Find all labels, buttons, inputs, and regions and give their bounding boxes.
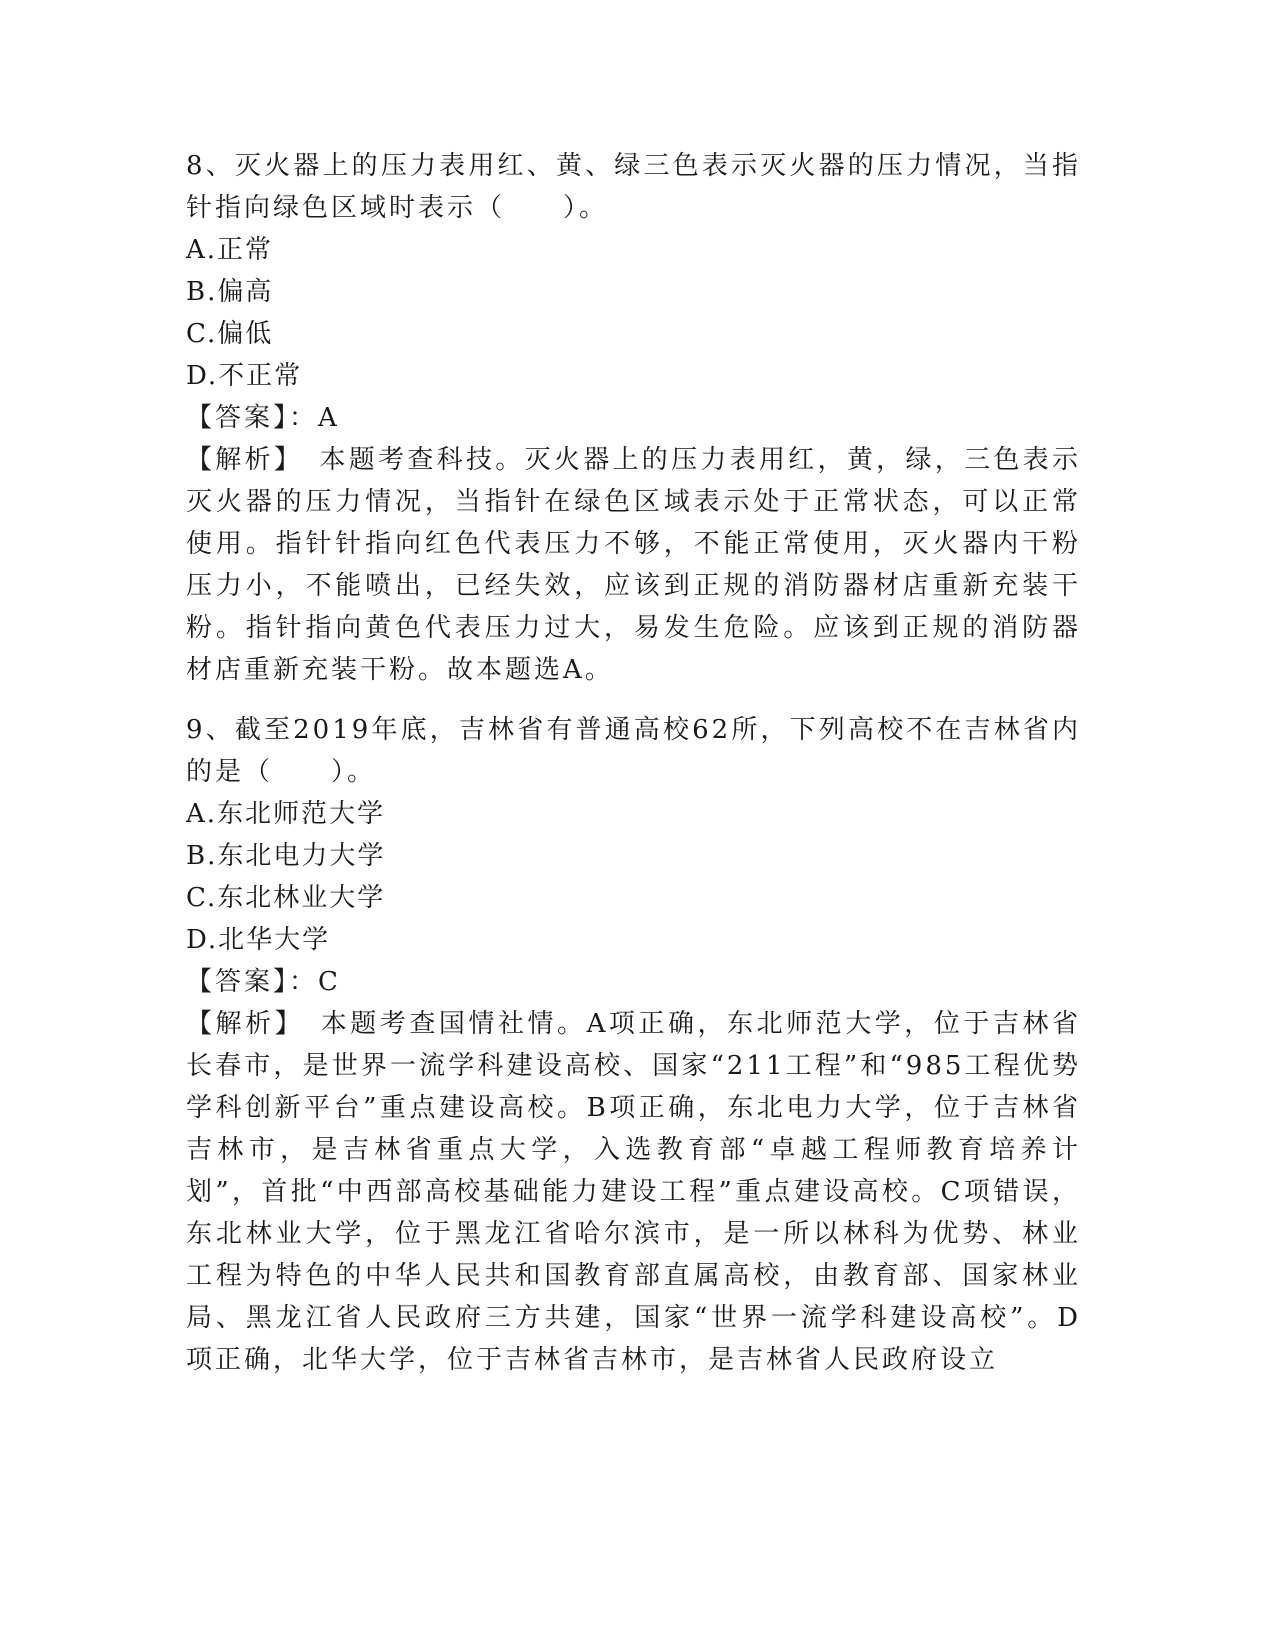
answer-line (186, 961, 1081, 1003)
analysis-label: 【解析】 (186, 1009, 292, 1039)
answer-label: 【答案】： (186, 403, 319, 433)
answer-value: A (318, 403, 340, 433)
option-c: C.东北林业大学 (186, 883, 386, 913)
question-stem: 9、截至2019年底，吉林省有普通高校62所，下列高校不在吉林省内的是（ ）。 (186, 715, 1081, 787)
answer-label: 【答案】： (186, 967, 319, 997)
answer-line (186, 397, 1081, 439)
analysis-text: 本题考查科技。灭火器上的压力表用红，黄，绿，三色表示灭火器的压力情况，当指针在绿色区域表示处于正常状态，可以正常使用。指针针指向红色代表压力不够，不能正常使用，灭火器内干粉压力小，不能喷出，已经失效，应该到正规的消防器材店重新充装干粉。指针指向黄色代表压力过大，易发生危险。应该到正规的消防器材店重新充装干粉。故本题选A。 (186, 445, 1081, 685)
document-page (186, 145, 1081, 1381)
analysis-text: 本题考查国情社情。A项正确，东北师范大学，位于吉林省长春市，是世界一流学科建设高校、国家“211工程”和“985工程优势学科创新平台”重点建设高校。B项正确，东北电力大学，位于吉林省吉林市，是吉林省重点大学，入选教育部“卓越工程师教育培养计划”，首批“中西部高校基础能力建设工程”重点建设高校。C项错误，东北林业大学，位于黑龙江省哈尔滨市，是一所以林科为优势、林业工程为特色的中华人民共和国教育部直属高校，由教育部、国家林业局、黑龙江省人民政府三方共建，国家“世界一流学科建设高校”。D项正确，北华大学，位于吉林省吉林市，是吉林省人民政府设立 (186, 1009, 1081, 1375)
question-stem: 8、灭火器上的压力表用红、黄、绿三色表示灭火器的压力情况，当指针指向绿色区域时表示（ ）。 (186, 151, 1081, 223)
analysis-paragraph (186, 439, 1081, 691)
question-9 (186, 709, 1081, 1381)
answer-value: C (318, 967, 341, 997)
option-b: B.东北电力大学 (186, 841, 386, 871)
option-b: B.偏高 (186, 277, 274, 307)
question-8 (186, 145, 1081, 691)
option-a: A.正常 (186, 235, 274, 265)
analysis-label: 【解析】 (186, 445, 291, 475)
option-a: A.东北师范大学 (186, 799, 386, 829)
option-d: D.北华大学 (186, 925, 331, 955)
option-d: D.不正常 (186, 361, 303, 391)
option-c: C.偏低 (186, 319, 274, 349)
analysis-paragraph (186, 1003, 1081, 1381)
